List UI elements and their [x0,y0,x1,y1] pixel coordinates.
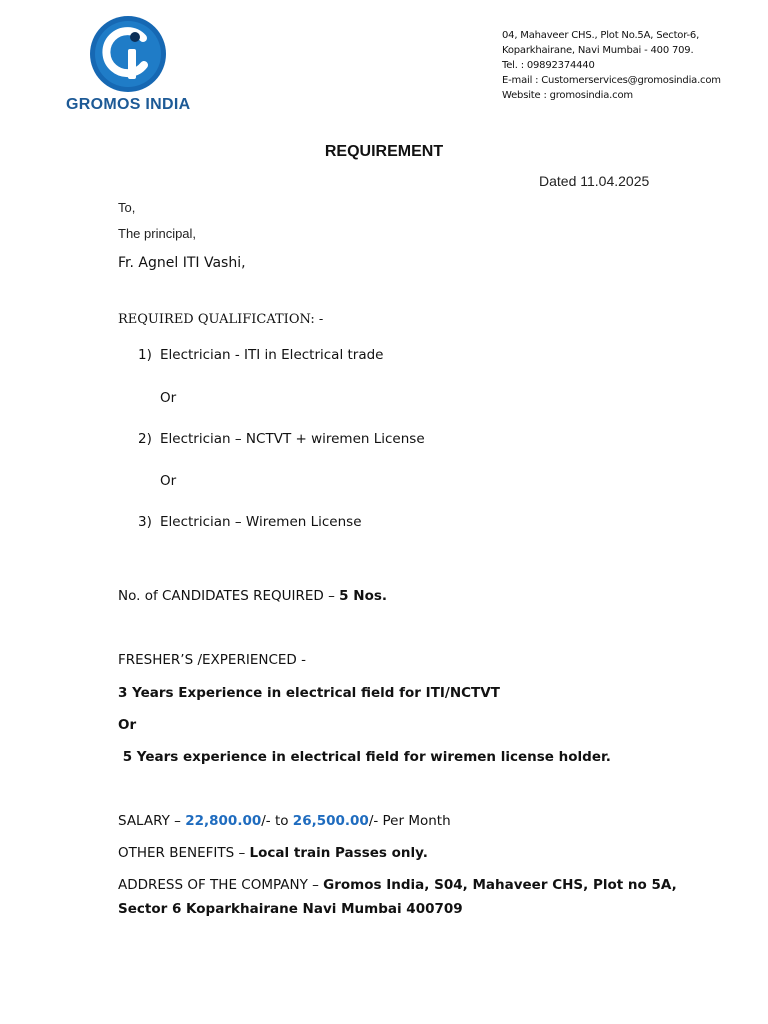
experience-line-iti: 3 Years Experience in electrical field for ITI/NCTVT [118,685,500,701]
salary-to: /- to [261,813,293,829]
company-address-line-2: Sector 6 Koparkhairane Navi Mumbai 400709 [118,901,463,917]
company-address-line-1 [118,877,677,893]
salary-label: SALARY – [118,813,186,829]
salutation-institute: Fr. Agnel ITI Vashi, [118,255,246,271]
company-address-line: 04, Mahaveer CHS., Plot No.5A, Sector-6, [502,30,700,41]
experience-line-wiremen: 5 Years experience in electrical field for wiremen license holder. [118,749,611,765]
company-website: Website : gromosindia.com [502,90,633,101]
company-tel: Tel. : 09892374440 [502,60,595,71]
address-value: Gromos India, S04, Mahaveer CHS, Plot no 5A, [323,877,677,893]
benefits-line [118,845,428,861]
qualification-heading: REQUIRED QUALIFICATION: - [118,312,324,327]
qualification-item-number: 3) [138,514,152,530]
benefits-label: OTHER BENEFITS – [118,845,250,861]
experience-heading: FRESHER’S /EXPERIENCED - [118,652,306,668]
salutation-to: To, [118,200,136,215]
qualification-item [138,347,384,363]
company-logo-text: GROMOS INDIA [66,96,191,113]
address-label: ADDRESS OF THE COMPANY – [118,877,324,893]
salary-max: 26,500.00 [292,813,369,829]
company-address-line: Koparkhairane, Navi Mumbai - 400 709. [502,45,694,56]
company-contact-block [502,28,721,103]
qualification-item [138,514,362,530]
salutation-principal: The principal, [118,226,197,241]
benefits-value: Local train Passes only. [249,845,428,861]
gromos-g-logo-icon [89,15,167,93]
qualification-item-number: 2) [138,431,152,447]
salary-line [118,813,451,829]
salary-suffix: /- Per Month [368,813,451,829]
experience-or: Or [118,717,137,733]
salary-min: 22,800.00 [185,813,262,829]
qualification-item-text: Electrician – Wiremen License [160,514,362,530]
qualification-item-text: Electrician - ITI in Electrical trade [160,347,384,363]
qualification-or: Or [160,473,177,489]
document-title: REQUIREMENT [324,143,444,160]
candidates-required [118,588,387,604]
qualification-item-text: Electrician – NCTVT + wiremen License [160,431,425,447]
candidates-label: No. of CANDIDATES REQUIRED – [118,588,340,604]
candidates-count: 5 Nos. [339,588,388,604]
company-email: E-mail : Customerservices@gromosindia.com [502,75,721,86]
qualification-or: Or [160,390,177,406]
qualification-item-number: 1) [138,347,152,363]
qualification-item [138,431,425,447]
document-date: Dated 11.04.2025 [539,173,650,189]
